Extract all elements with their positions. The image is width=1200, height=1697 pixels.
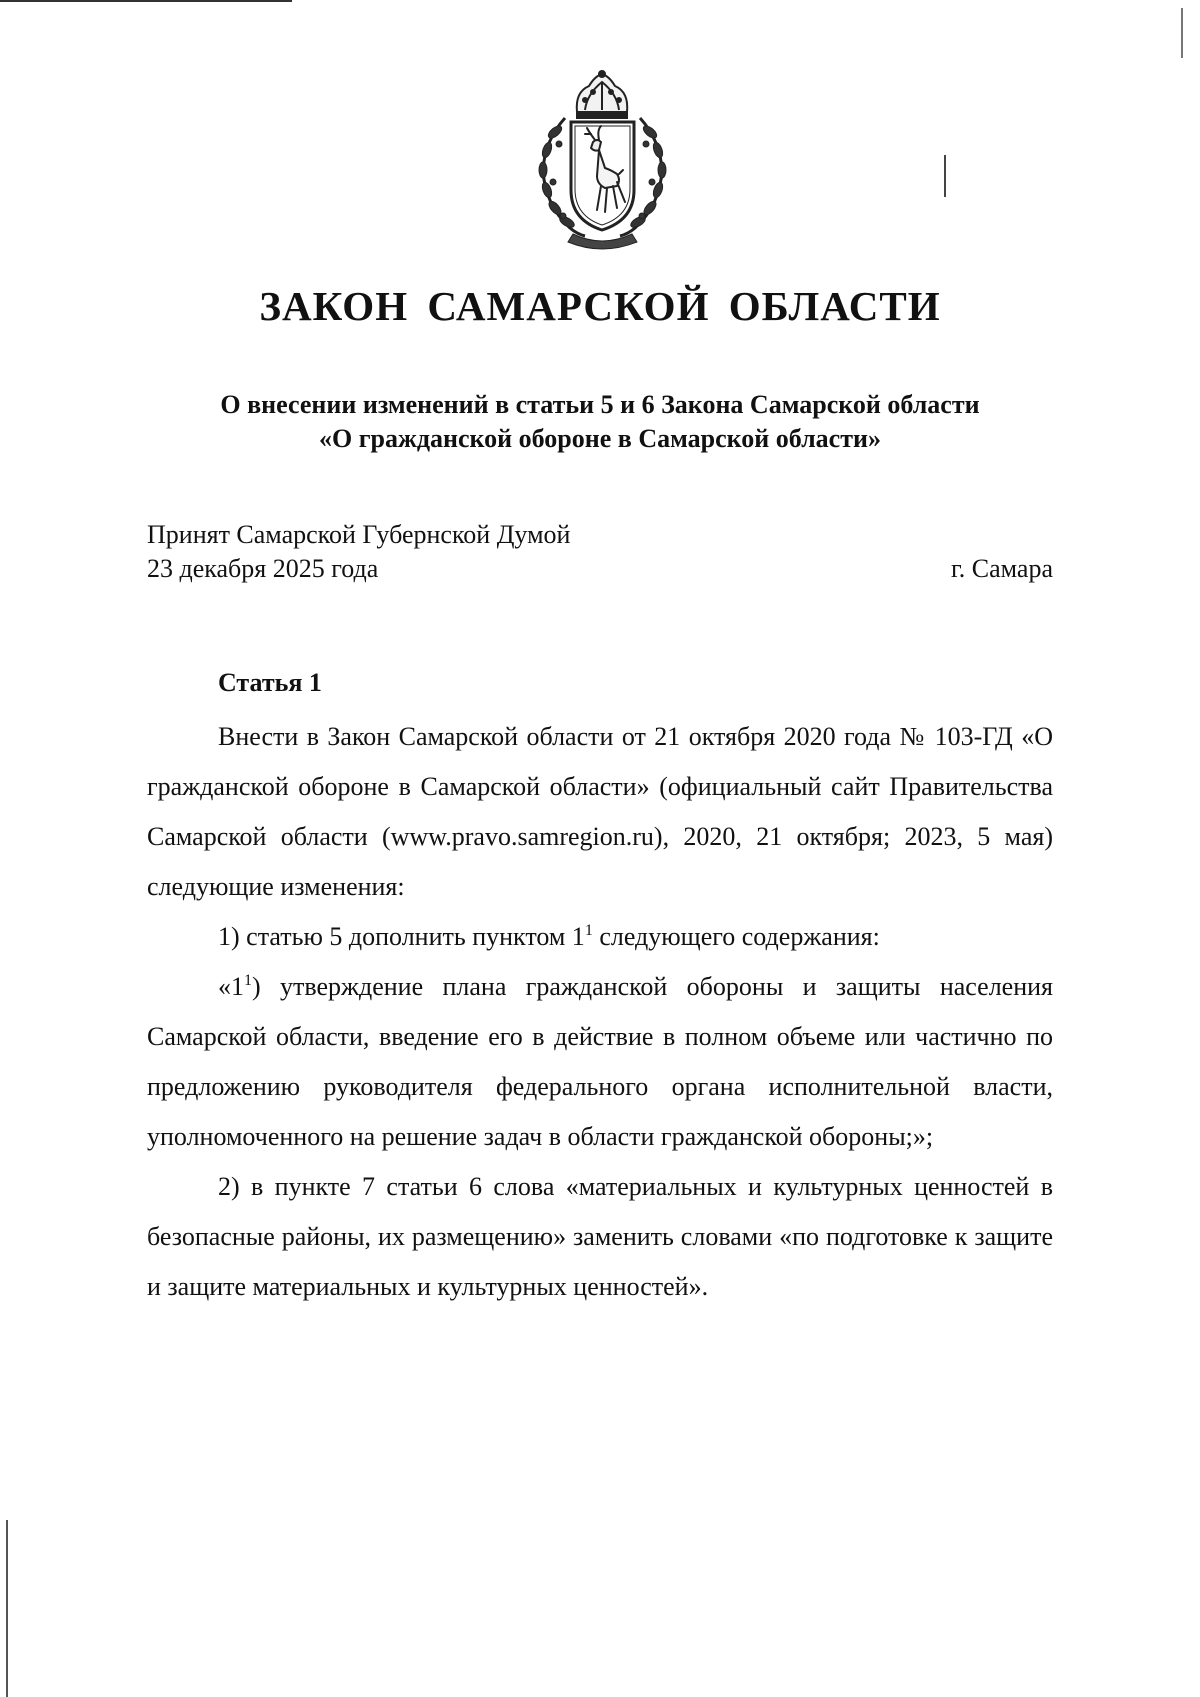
paragraph-3: [147, 962, 1053, 1162]
paragraph-3-text: ) утверждение плана гражданской обороны и защиты населения Самарской области, введение его в действие в полном объеме или частично по предложению руководителя федерального органа исполнительной власти, уполномоченного на решение задач в области гражданской обороны;»;: [147, 972, 1053, 1151]
document-subtitle: [0, 388, 1200, 456]
article-body: [147, 712, 1053, 1312]
paragraph-2-text: 1) статью 5 дополнить пунктом 1: [218, 922, 585, 951]
superscript: 1: [244, 972, 252, 989]
subtitle-line-1: О внесении изменений в статьи 5 и 6 Закона Самарской области: [220, 390, 980, 419]
scan-artifact-top: [0, 0, 292, 2]
adoption-info: [147, 518, 570, 586]
document-title: ЗАКОН САМАРСКОЙ ОБЛАСТИ: [259, 283, 941, 329]
article-heading: Статья 1: [218, 668, 322, 697]
scan-artifact-mid: [944, 155, 946, 197]
adopted-by: Принят Самарской Губернской Думой: [147, 520, 571, 549]
paragraph-3-text-start: «1: [218, 972, 244, 1001]
paragraph-2-text-end: следующего содержания:: [592, 922, 880, 951]
superscript: 1: [584, 922, 593, 939]
paragraph-2: [147, 912, 1053, 962]
city-name: г. Самара: [951, 554, 1053, 583]
samara-coat-of-arms-icon: [525, 70, 680, 250]
adoption-date: 23 декабря 2025 года: [147, 554, 379, 583]
paragraph-4: 2) в пункте 7 статьи 6 слова «материальных и культурных ценностей в безопасные районы, их размещению» заменить словами «по подготовке к защите и защите материальных и культурных ценностей».: [147, 1172, 1053, 1301]
subtitle-line-2: «О гражданской обороне в Самарской области»: [319, 424, 881, 453]
scan-artifact-left: [6, 1520, 8, 1697]
scan-artifact-right: [1181, 8, 1183, 58]
paragraph-1: Внести в Закон Самарской области от 21 октября 2020 года № 103-ГД «О гражданской обороне в Самарской области» (официальный сайт Правительства Самарской области (www.pravo.samregion.ru), 2020, 21 октября; 2023, 5 мая) следующие изменения:: [147, 722, 1053, 901]
